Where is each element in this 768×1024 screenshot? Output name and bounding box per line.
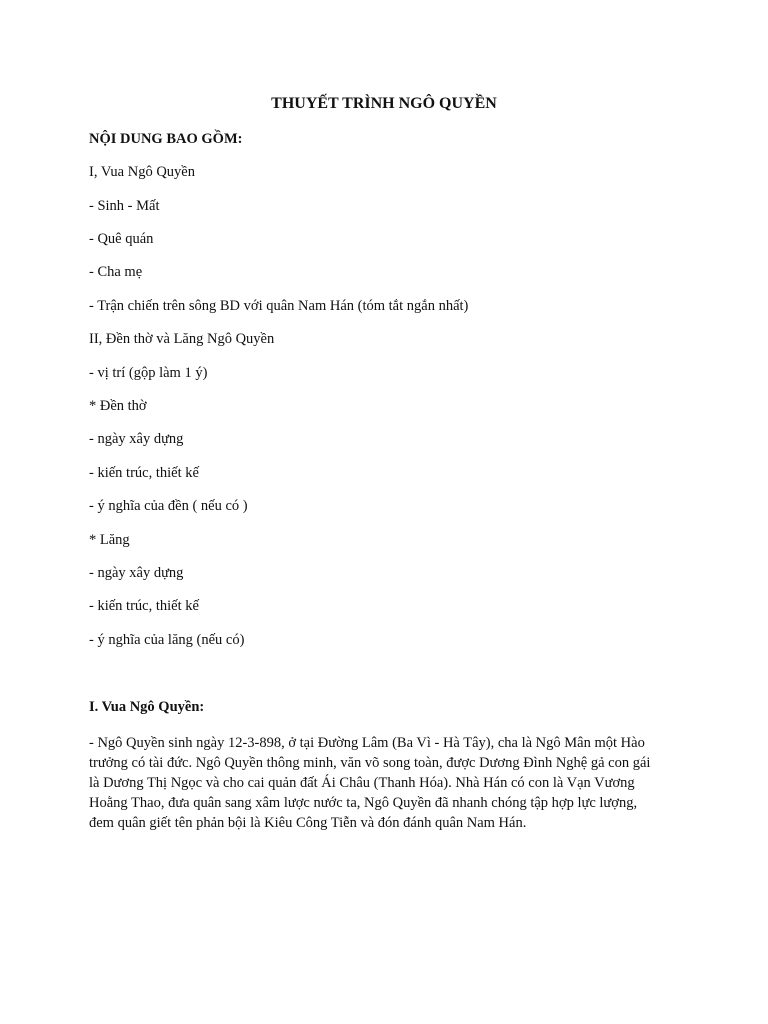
outline-item: * Lăng <box>89 532 130 548</box>
outline-item: - Trận chiến trên sông BD với quân Nam Hán (tóm tắt ngắn nhất) <box>89 298 469 314</box>
paragraph-line: là Dương Thị Ngọc và cho cai quản đất Ái Châu (Thanh Hóa). Nhà Hán có con là Vạn Vương <box>89 775 635 791</box>
paragraph-line: - Ngô Quyền sinh ngày 12-3-898, ở tại Đường Lâm (Ba Vì - Hà Tây), cha là Ngô Mân một Hào <box>89 735 645 751</box>
outline-item: - ý nghĩa của lăng (nếu có) <box>89 632 245 648</box>
paragraph-line: trưởng có tài đức. Ngô Quyền thông minh, văn võ song toàn, được Dương Đình Nghệ gả con gái <box>89 755 651 771</box>
outline-item: I, Vua Ngô Quyền <box>89 164 195 180</box>
document-title: THUYẾT TRÌNH NGÔ QUYỀN <box>271 95 497 112</box>
outline-item: - ngày xây dựng <box>89 565 184 581</box>
outline-item: - Cha mẹ <box>89 264 143 280</box>
section1-heading: I. Vua Ngô Quyền: <box>89 699 205 715</box>
contents-heading: NỘI DUNG BAO GỒM: <box>89 131 243 147</box>
outline-item: - ngày xây dựng <box>89 431 184 447</box>
outline-item: - ý nghĩa của đền ( nếu có ) <box>89 498 248 514</box>
outline-item: - kiến trúc, thiết kế <box>89 598 199 614</box>
outline-item: - vị trí (gộp làm 1 ý) <box>89 365 208 381</box>
paragraph-line: đem quân giết tên phản bội là Kiêu Công Tiễn và đón đánh quân Nam Hán. <box>89 815 527 831</box>
paragraph-line: Hoằng Thao, đưa quân sang xâm lược nước ta, Ngô Quyền đã nhanh chóng tập hợp lực lượng, <box>89 795 638 811</box>
section1-paragraph <box>89 733 699 833</box>
outline-item: II, Đền thờ và Lăng Ngô Quyền <box>89 331 275 347</box>
outline-item: - kiến trúc, thiết kế <box>89 465 199 481</box>
outline-item: - Quê quán <box>89 231 154 247</box>
outline-item: - Sinh - Mất <box>89 198 160 214</box>
outline-item: * Đền thờ <box>89 398 147 414</box>
